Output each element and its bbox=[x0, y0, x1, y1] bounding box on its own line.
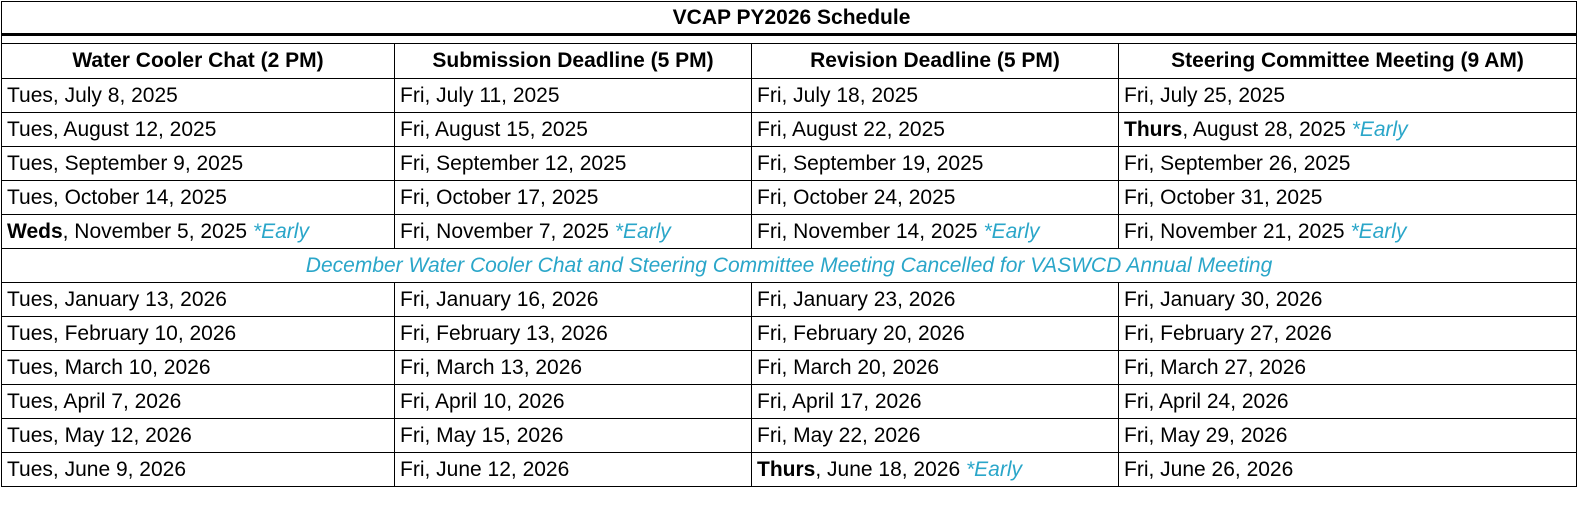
weekday: Fri bbox=[757, 389, 782, 413]
date-text: , May 15, 2026 bbox=[424, 423, 564, 447]
weekday: Tues bbox=[7, 185, 53, 209]
date-text: , January 13, 2026 bbox=[52, 287, 227, 311]
cell-water-cooler-chat bbox=[2, 317, 395, 351]
cell-steering-committee-meeting bbox=[1119, 351, 1577, 385]
early-flag: *Early bbox=[1350, 219, 1407, 243]
header-row bbox=[2, 44, 1577, 79]
date-text: , September 9, 2025 bbox=[52, 151, 244, 175]
table-row bbox=[2, 113, 1577, 147]
date-text: , October 14, 2025 bbox=[52, 185, 227, 209]
weekday: Fri bbox=[1124, 151, 1149, 175]
table-row bbox=[2, 351, 1577, 385]
date-text: , April 10, 2026 bbox=[424, 389, 565, 413]
date-text: , February 20, 2026 bbox=[781, 321, 965, 345]
cell-revision-deadline bbox=[752, 317, 1119, 351]
cell-steering-committee-meeting bbox=[1119, 147, 1577, 181]
spacer-cell bbox=[2, 35, 1577, 44]
cell-revision-deadline bbox=[752, 453, 1119, 487]
date-text: , April 7, 2026 bbox=[52, 389, 182, 413]
weekday: Fri bbox=[757, 83, 782, 107]
date-text: , November 7, 2025 bbox=[424, 219, 615, 243]
weekday: Fri bbox=[1124, 185, 1149, 209]
cell-revision-deadline bbox=[752, 215, 1119, 249]
early-flag: *Early bbox=[252, 219, 309, 243]
weekday: Fri bbox=[757, 185, 782, 209]
schedule-title: VCAP PY2026 Schedule bbox=[2, 2, 1577, 35]
date-text: , April 17, 2026 bbox=[781, 389, 922, 413]
date-text: , September 26, 2025 bbox=[1148, 151, 1351, 175]
date-text: , August 12, 2025 bbox=[52, 117, 217, 141]
table-row bbox=[2, 453, 1577, 487]
date-text: , August 28, 2025 bbox=[1182, 117, 1352, 141]
weekday: Fri bbox=[1124, 219, 1149, 243]
early-flag: *Early bbox=[1351, 117, 1408, 141]
cell-water-cooler-chat bbox=[2, 453, 395, 487]
date-text: , April 24, 2026 bbox=[1148, 389, 1289, 413]
weekday: Fri bbox=[400, 219, 425, 243]
date-text: , July 8, 2025 bbox=[52, 83, 178, 107]
weekday: Fri bbox=[1124, 355, 1149, 379]
early-flag: *Early bbox=[965, 457, 1022, 481]
weekday: Tues bbox=[7, 287, 53, 311]
cell-submission-deadline bbox=[395, 147, 752, 181]
weekday: Fri bbox=[757, 355, 782, 379]
header-revision-deadline: Revision Deadline (5 PM) bbox=[752, 44, 1119, 79]
cell-water-cooler-chat bbox=[2, 79, 395, 113]
cell-submission-deadline bbox=[395, 113, 752, 147]
cell-submission-deadline bbox=[395, 181, 752, 215]
date-text: , January 30, 2026 bbox=[1148, 287, 1323, 311]
date-text: , June 26, 2026 bbox=[1148, 457, 1294, 481]
date-text: , October 31, 2025 bbox=[1148, 185, 1323, 209]
cell-water-cooler-chat bbox=[2, 419, 395, 453]
cell-steering-committee-meeting bbox=[1119, 79, 1577, 113]
date-text: , January 23, 2026 bbox=[781, 287, 956, 311]
date-text: , February 10, 2026 bbox=[52, 321, 237, 345]
table-row bbox=[2, 385, 1577, 419]
date-text: , July 25, 2025 bbox=[1148, 83, 1286, 107]
cell-submission-deadline bbox=[395, 317, 752, 351]
weekday: Fri bbox=[757, 287, 782, 311]
cancellation-note: December Water Cooler Chat and Steering Committee Meeting Cancelled for VASWCD Annual Meeting bbox=[2, 249, 1577, 283]
cell-revision-deadline bbox=[752, 351, 1119, 385]
cell-water-cooler-chat bbox=[2, 147, 395, 181]
date-text: , March 20, 2026 bbox=[781, 355, 940, 379]
table-row bbox=[2, 317, 1577, 351]
cell-steering-committee-meeting bbox=[1119, 113, 1577, 147]
cell-submission-deadline bbox=[395, 215, 752, 249]
table-row bbox=[2, 215, 1577, 249]
weekday: Fri bbox=[757, 423, 782, 447]
cell-revision-deadline bbox=[752, 181, 1119, 215]
table-row bbox=[2, 283, 1577, 317]
date-text: , June 18, 2026 bbox=[815, 457, 966, 481]
date-text: , March 13, 2026 bbox=[424, 355, 583, 379]
weekday: Fri bbox=[400, 83, 425, 107]
cell-steering-committee-meeting bbox=[1119, 215, 1577, 249]
weekday: Fri bbox=[1124, 83, 1149, 107]
date-text: , August 15, 2025 bbox=[424, 117, 588, 141]
date-text: , September 19, 2025 bbox=[781, 151, 984, 175]
date-text: , October 24, 2025 bbox=[781, 185, 956, 209]
header-water-cooler-chat: Water Cooler Chat (2 PM) bbox=[2, 44, 395, 79]
date-text: , May 22, 2026 bbox=[781, 423, 921, 447]
cell-water-cooler-chat bbox=[2, 215, 395, 249]
cell-submission-deadline bbox=[395, 385, 752, 419]
date-text: , May 12, 2026 bbox=[52, 423, 192, 447]
date-text: , February 27, 2026 bbox=[1148, 321, 1332, 345]
weekday: Fri bbox=[400, 423, 425, 447]
weekday: Fri bbox=[400, 117, 425, 141]
weekday: Tues bbox=[7, 321, 53, 345]
cell-steering-committee-meeting bbox=[1119, 283, 1577, 317]
schedule-table bbox=[1, 1, 1577, 487]
date-text: , August 22, 2025 bbox=[781, 117, 945, 141]
weekday: Fri bbox=[400, 321, 425, 345]
date-text: , October 17, 2025 bbox=[424, 185, 599, 209]
date-text: , July 18, 2025 bbox=[781, 83, 919, 107]
weekday: Fri bbox=[400, 389, 425, 413]
header-submission-deadline: Submission Deadline (5 PM) bbox=[395, 44, 752, 79]
weekday: Fri bbox=[1124, 457, 1149, 481]
date-text: , March 10, 2026 bbox=[52, 355, 211, 379]
weekday: Fri bbox=[1124, 321, 1149, 345]
weekday: Tues bbox=[7, 151, 53, 175]
cell-submission-deadline bbox=[395, 419, 752, 453]
weekday: Fri bbox=[757, 219, 782, 243]
table-row bbox=[2, 419, 1577, 453]
weekday: Tues bbox=[7, 457, 53, 481]
cell-water-cooler-chat bbox=[2, 181, 395, 215]
weekday: Fri bbox=[1124, 423, 1149, 447]
weekday: Fri bbox=[400, 457, 425, 481]
date-text: , November 21, 2025 bbox=[1148, 219, 1351, 243]
table-row bbox=[2, 181, 1577, 215]
date-text: , July 11, 2025 bbox=[424, 83, 560, 107]
weekday: Fri bbox=[1124, 389, 1149, 413]
date-text: , March 27, 2026 bbox=[1148, 355, 1307, 379]
weekday: Tues bbox=[7, 117, 53, 141]
cell-water-cooler-chat bbox=[2, 283, 395, 317]
header-steering-committee-meeting: Steering Committee Meeting (9 AM) bbox=[1119, 44, 1577, 79]
cell-revision-deadline bbox=[752, 79, 1119, 113]
date-text: , November 14, 2025 bbox=[781, 219, 984, 243]
weekday: Fri bbox=[757, 117, 782, 141]
cell-steering-committee-meeting bbox=[1119, 419, 1577, 453]
cell-steering-committee-meeting bbox=[1119, 181, 1577, 215]
weekday: Weds bbox=[7, 219, 63, 243]
date-text: , January 16, 2026 bbox=[424, 287, 599, 311]
weekday: Thurs bbox=[757, 457, 816, 481]
weekday: Fri bbox=[400, 185, 425, 209]
cell-revision-deadline bbox=[752, 113, 1119, 147]
date-text: , May 29, 2026 bbox=[1148, 423, 1288, 447]
early-flag: *Early bbox=[983, 219, 1040, 243]
cell-steering-committee-meeting bbox=[1119, 317, 1577, 351]
weekday: Tues bbox=[7, 83, 53, 107]
spacer-row bbox=[2, 35, 1577, 44]
weekday: Fri bbox=[400, 287, 425, 311]
table-row bbox=[2, 147, 1577, 181]
date-text: , June 12, 2026 bbox=[424, 457, 570, 481]
cancellation-note-row bbox=[2, 249, 1577, 283]
cell-submission-deadline bbox=[395, 453, 752, 487]
weekday: Fri bbox=[1124, 287, 1149, 311]
date-text: , November 5, 2025 bbox=[62, 219, 253, 243]
cell-steering-committee-meeting bbox=[1119, 453, 1577, 487]
weekday: Thurs bbox=[1124, 117, 1183, 141]
schedule-sheet bbox=[1, 1, 1576, 487]
cell-water-cooler-chat bbox=[2, 385, 395, 419]
cell-revision-deadline bbox=[752, 147, 1119, 181]
date-text: , June 9, 2026 bbox=[52, 457, 187, 481]
cell-revision-deadline bbox=[752, 385, 1119, 419]
weekday: Fri bbox=[757, 321, 782, 345]
cell-water-cooler-chat bbox=[2, 113, 395, 147]
date-text: , September 12, 2025 bbox=[424, 151, 627, 175]
title-row bbox=[2, 2, 1577, 35]
early-flag: *Early bbox=[614, 219, 671, 243]
weekday: Fri bbox=[400, 151, 425, 175]
cell-submission-deadline bbox=[395, 283, 752, 317]
cell-steering-committee-meeting bbox=[1119, 385, 1577, 419]
cell-water-cooler-chat bbox=[2, 351, 395, 385]
weekday: Tues bbox=[7, 423, 53, 447]
weekday: Tues bbox=[7, 389, 53, 413]
cell-revision-deadline bbox=[752, 283, 1119, 317]
cell-submission-deadline bbox=[395, 351, 752, 385]
table-row bbox=[2, 79, 1577, 113]
cell-submission-deadline bbox=[395, 79, 752, 113]
date-text: , February 13, 2026 bbox=[424, 321, 608, 345]
weekday: Tues bbox=[7, 355, 53, 379]
cell-revision-deadline bbox=[752, 419, 1119, 453]
weekday: Fri bbox=[400, 355, 425, 379]
weekday: Fri bbox=[757, 151, 782, 175]
